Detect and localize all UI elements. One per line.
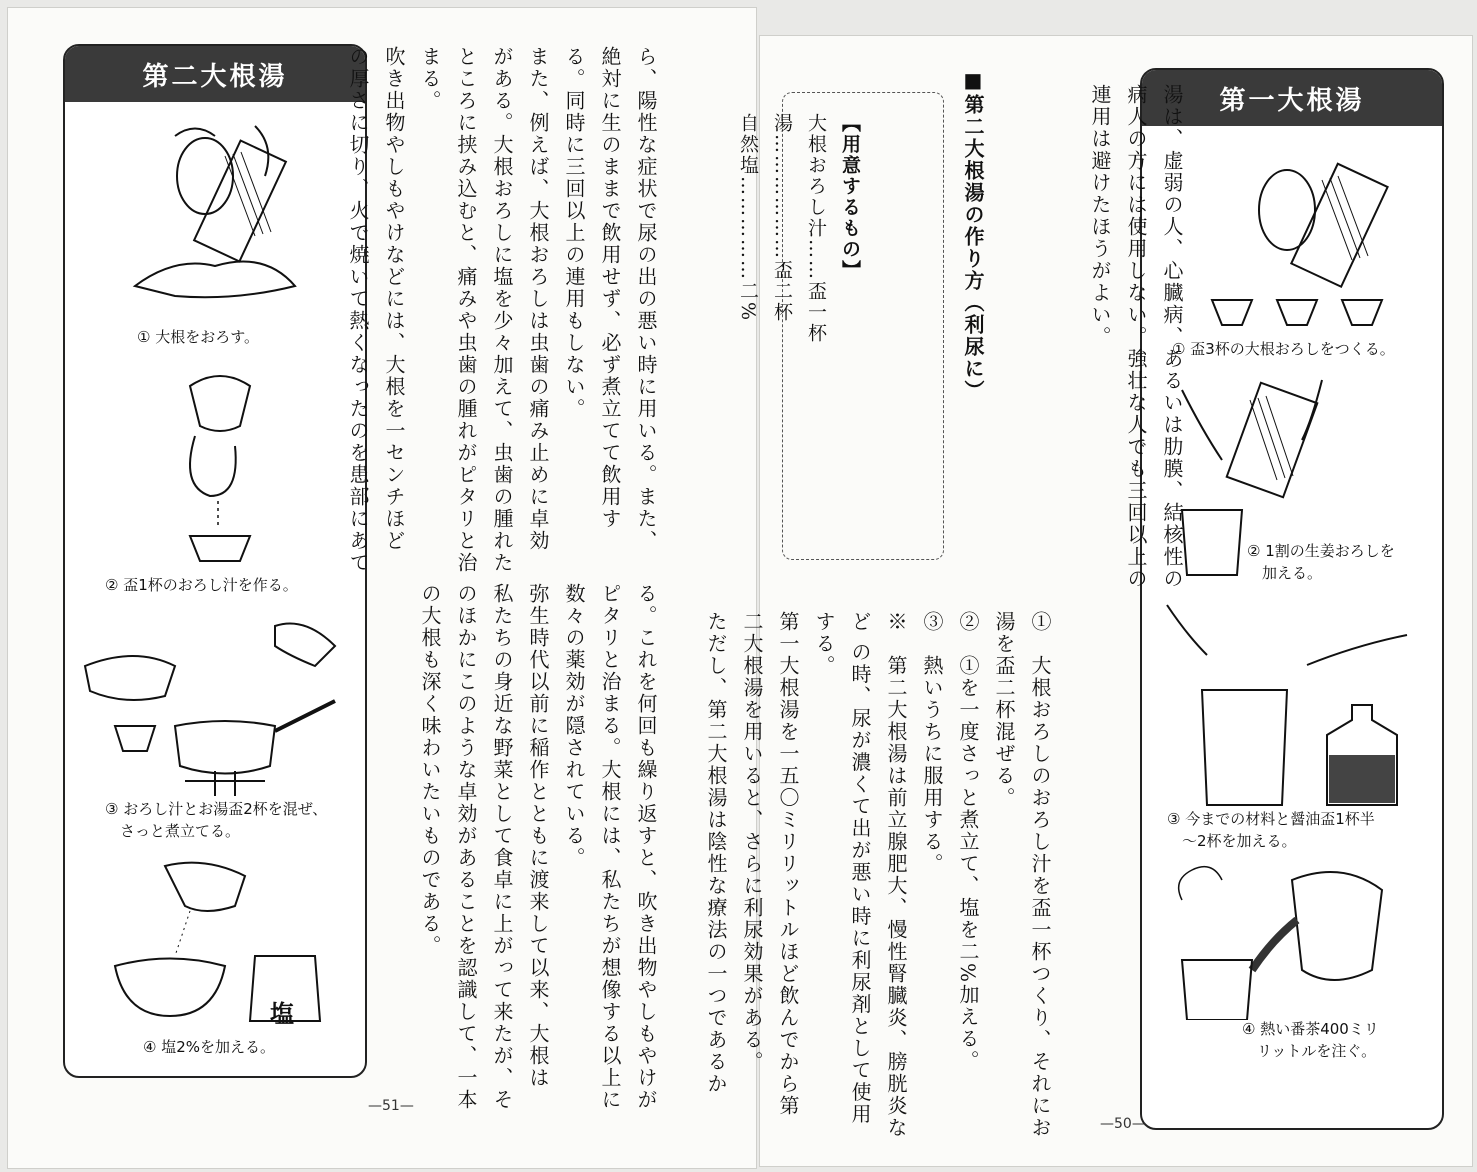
step-caption-4: ④ 塩2%を加える。	[143, 1038, 276, 1056]
step-caption-1: ① 盃3杯の大根おろしをつくる。	[1172, 340, 1395, 358]
text-column: る。同時に三回以上の連用もしない。	[562, 46, 586, 420]
step-caption-3: ③ 今までの材料と醤油盃1杯半 〜2杯を加える。	[1167, 810, 1375, 850]
text-column: の大根も深く味わいたいものである。	[418, 583, 442, 957]
text-column: ② ①を一度さっと煮立て、塩を二%加える。	[956, 611, 980, 1073]
text-column: る。これを何回も繰り返すと、吹き出物やしもやけが	[634, 583, 658, 1111]
text-column: また、例えば、大根おろしは虫歯の痛み止めに卓効	[526, 46, 550, 552]
text-column: 二大根湯を用いると、さらに利尿効果がある。	[740, 611, 764, 1073]
text-column: がある。大根おろしに塩を少々加えて、虫歯の腫れた	[490, 46, 514, 574]
text-column: ※ 第二大根湯は前立腺肥大、慢性腎臓炎、膀胱炎な	[884, 611, 908, 1139]
adding-salt-illustration	[95, 856, 335, 1026]
page-number: —50—	[1100, 1116, 1146, 1132]
section-heading: ■第二大根湯の作り方（利尿に）	[961, 68, 985, 402]
text-column: まる。	[418, 46, 442, 112]
ingredient-item: 湯………………盃二杯	[771, 113, 793, 323]
page-number: —51—	[368, 1098, 414, 1114]
step-caption-4: ④ 熱い番茶400ミリ リットルを注ぐ。	[1242, 1020, 1379, 1060]
panel-title: 第二大根湯	[65, 46, 365, 102]
adding-soy-sauce-illustration	[1157, 595, 1427, 815]
text-column: 吹き出物やしもやけなどには、大根を一センチほど	[382, 46, 406, 552]
salt-bag-label: 塩	[270, 1000, 294, 1028]
step-caption-3: ③ おろし汁とお湯盃2杯を混ぜ、 さっと煮立てる。	[105, 800, 328, 840]
body-text-bottom	[704, 611, 1130, 1139]
text-column: ところに挟み込むと、痛みや虫歯の腫れがピタリと治	[454, 46, 478, 574]
ingredients-content	[663, 113, 935, 533]
ingredients-box	[737, 92, 944, 560]
ingredient-item: 自然塩……………二%	[737, 113, 759, 323]
text-column: 私たちの身近な野菜として食卓に上がって来たが、そ	[490, 583, 514, 1111]
text-column: 湯を盃二杯混ぜる。	[992, 611, 1016, 809]
text-column: 連用は避けたほうがよい。	[1088, 84, 1112, 348]
text-column: のほかにこのような卓効があることを認識して、一本	[454, 583, 478, 1111]
text-column: の厚さに切り、火で焼いて熱くなったのを患部にあて	[346, 46, 370, 574]
step-caption-1: ① 大根をおろす。	[137, 328, 260, 346]
text-column: 湯は、虚弱の人、心臓病、あるいは肋膜、結核性の	[1160, 84, 1184, 590]
text-column: 絶対に生のままで飲用せず、必ず煮立てて飲用す	[598, 46, 622, 530]
text-column: する。	[812, 611, 836, 677]
text-column: ど の時、尿が濃くて出が悪い時に利尿剤として使用	[848, 611, 872, 1126]
text-column: 第一大根湯を一五〇ミリリットルほど飲んでから第	[776, 611, 800, 1117]
body-text-top	[1010, 84, 1262, 624]
text-column: ただし、第二大根湯は陰性な療法の一つであるか	[704, 611, 728, 1095]
panel-title: 第一大根湯	[1142, 70, 1442, 126]
text-column: 病人の方には使用しない。強壮な人でも三回以上の	[1124, 84, 1148, 590]
text-column: ① 大根おろしのおろし汁を盃一杯つくり、それにお	[1028, 611, 1052, 1139]
pouring-tea-illustration	[1162, 860, 1422, 1020]
ingredient-item: 大根おろし汁……盃一杯	[805, 113, 827, 344]
text-column: ら、陽性な症状で尿の出の悪い時に用いる。また、	[634, 46, 658, 552]
step-caption-2: ② 盃1杯のおろし汁を作る。	[105, 576, 298, 594]
boiling-illustration	[75, 606, 355, 806]
right-page	[704, 36, 1472, 1166]
text-column: 数々の薬効が隠されている。	[562, 583, 586, 869]
text-column: ③ 熱いうちに服用する。	[920, 611, 944, 875]
squeezing-illustration	[160, 366, 280, 566]
step-caption-2: ② 1割の生姜おろしを 加える。	[1247, 542, 1395, 582]
ingredients-title: 【用意するもの】	[839, 113, 861, 281]
text-column: ピタリと治まる。大根には、私たちが想像する以上に	[598, 583, 622, 1111]
text-column: 弥生時代以前に稲作とともに渡来して以来、大根は	[526, 583, 550, 1089]
